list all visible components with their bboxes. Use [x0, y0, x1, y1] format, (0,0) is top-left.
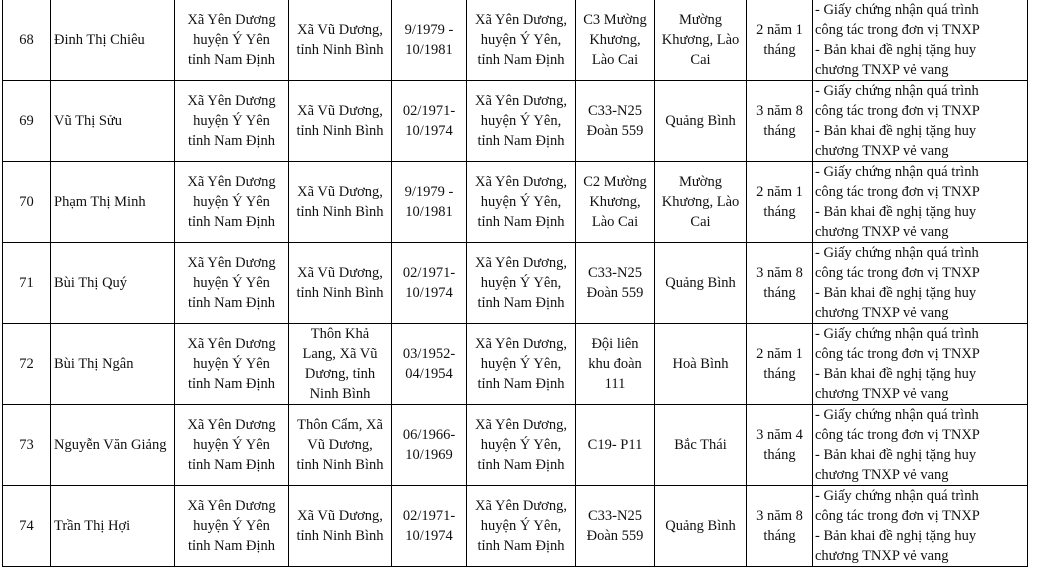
- enlistment-place-line: Xã Yên Dương,: [475, 336, 567, 352]
- documents-line: - Giấy chứng nhận quá trình: [815, 245, 979, 261]
- documents-line: chương TNXP vẻ vang: [815, 548, 949, 564]
- documents-line: - Bản khai đề nghị tặng huy: [815, 447, 977, 463]
- hometown-line: huyện Ý Yên: [193, 356, 270, 372]
- documents-line: công tác trong đơn vị TNXP: [815, 265, 980, 281]
- documents-line: - Giấy chứng nhận quá trình: [815, 2, 979, 18]
- service-duration-cell: [747, 0, 813, 81]
- documents-line: - Giấy chứng nhận quá trình: [815, 488, 979, 504]
- service-period-line: 10/1974: [405, 123, 453, 139]
- enlistment-place-cell: [467, 486, 576, 567]
- unit-cell: [576, 243, 655, 324]
- documents-line: - Giấy chứng nhận quá trình: [815, 326, 979, 342]
- enlistment-place-cell: [467, 405, 576, 486]
- residence-cell: [289, 81, 392, 162]
- enlistment-place-line: tỉnh Nam Định: [477, 295, 565, 311]
- table-row: [3, 162, 1028, 243]
- enlistment-place-line: Xã Yên Dương,: [475, 93, 567, 109]
- row-number-cell: 71: [3, 243, 51, 324]
- documents-line: - Giấy chứng nhận quá trình: [815, 83, 979, 99]
- unit-line: Khương,: [589, 32, 641, 48]
- residence-line: tỉnh Ninh Bình: [296, 42, 384, 58]
- service-location-line: Cai: [690, 52, 711, 68]
- documents-line: công tác trong đơn vị TNXP: [815, 22, 980, 38]
- hometown-line: huyện Ý Yên: [193, 518, 270, 534]
- enlistment-place-cell: [467, 81, 576, 162]
- hometown-line: tỉnh Nam Định: [188, 52, 275, 68]
- unit-line: Khương,: [589, 194, 641, 210]
- hometown-line: huyện Ý Yên: [193, 113, 270, 129]
- service-duration-line: 2 năm 1: [756, 22, 803, 38]
- hometown-line: Xã Yên Dương: [187, 498, 276, 514]
- service-duration-line: 3 năm 8: [756, 103, 803, 119]
- service-period-cell: [392, 162, 467, 243]
- service-location-line: Khương, Lào: [661, 194, 740, 210]
- service-duration-cell: [747, 405, 813, 486]
- table-row: [3, 0, 1028, 81]
- unit-line: Đoàn 559: [586, 528, 644, 544]
- enlistment-place-line: huyện Ý Yên,: [480, 194, 562, 210]
- hometown-line: huyện Ý Yên: [193, 437, 270, 453]
- residence-cell: [289, 0, 392, 81]
- enlistment-place-cell: [467, 243, 576, 324]
- residence-line: tỉnh Ninh Bình: [296, 123, 384, 139]
- service-location-cell: [655, 405, 747, 486]
- unit-line: Lào Cai: [591, 52, 639, 68]
- residence-cell: [289, 324, 392, 405]
- service-location-cell: [655, 81, 747, 162]
- enlistment-place-line: huyện Ý Yên,: [480, 113, 562, 129]
- residence-line: Xã Vũ Dương,: [297, 508, 383, 524]
- unit-line: C33-N25: [588, 265, 642, 281]
- residence-line: Ninh Bình: [309, 386, 371, 402]
- enlistment-place-cell: [467, 162, 576, 243]
- service-duration-line: 2 năm 1: [756, 184, 803, 200]
- service-location-line: Quảng Bình: [665, 275, 736, 291]
- enlistment-place-cell: [467, 324, 576, 405]
- unit-line: khu đoàn: [588, 356, 642, 372]
- row-number-cell: 73: [3, 405, 51, 486]
- service-duration-cell: [747, 162, 813, 243]
- residence-line: Xã Vũ Dương,: [297, 103, 383, 119]
- hometown-line: Xã Yên Dương: [187, 174, 276, 190]
- hometown-line: tỉnh Nam Định: [188, 457, 275, 473]
- enlistment-place-cell: [467, 0, 576, 81]
- residence-line: tỉnh Ninh Bình: [296, 204, 384, 220]
- service-duration-line: 3 năm 8: [756, 265, 803, 281]
- enlistment-place-line: Xã Yên Dương,: [475, 498, 567, 514]
- unit-cell: [576, 0, 655, 81]
- service-duration-cell: [747, 486, 813, 567]
- service-period-cell: [392, 0, 467, 81]
- service-location-line: Mường: [679, 12, 722, 28]
- row-number-cell: 72: [3, 324, 51, 405]
- row-number-cell: 70: [3, 162, 51, 243]
- table-row: [3, 243, 1028, 324]
- service-period-line: 02/1971-: [402, 103, 456, 119]
- full-name-cell: Nguyễn Văn Giảng: [51, 405, 175, 486]
- hometown-line: tỉnh Nam Định: [188, 295, 275, 311]
- hometown-cell: [175, 162, 289, 243]
- enlistment-place-line: huyện Ý Yên,: [480, 356, 562, 372]
- service-duration-line: tháng: [763, 285, 796, 301]
- service-duration-cell: [747, 243, 813, 324]
- residence-line: Xã Vũ Dương,: [297, 184, 383, 200]
- unit-line: Đoàn 559: [586, 123, 644, 139]
- hometown-line: tỉnh Nam Định: [188, 376, 275, 392]
- service-duration-line: tháng: [763, 447, 796, 463]
- service-duration-line: 3 năm 8: [756, 508, 803, 524]
- row-number-cell: 74: [3, 486, 51, 567]
- service-duration-line: tháng: [763, 42, 796, 58]
- service-duration-line: 3 năm 4: [756, 427, 803, 443]
- enlistment-place-line: huyện Ý Yên,: [480, 518, 562, 534]
- unit-line: 111: [604, 376, 626, 392]
- residence-line: tỉnh Ninh Bình: [296, 528, 384, 544]
- documents-line: chương TNXP vẻ vang: [815, 386, 949, 402]
- hometown-line: Xã Yên Dương: [187, 93, 276, 109]
- unit-line: C3 Mường: [583, 12, 647, 28]
- service-period-line: 9/1979 -: [404, 22, 454, 38]
- unit-line: C33-N25: [588, 103, 642, 119]
- enlistment-place-line: Xã Yên Dương,: [475, 174, 567, 190]
- documents-line: chương TNXP vẻ vang: [815, 467, 949, 483]
- service-duration-line: tháng: [763, 204, 796, 220]
- residence-line: tỉnh Ninh Bình: [296, 457, 384, 473]
- documents-cell: [813, 81, 1028, 162]
- table-row: [3, 81, 1028, 162]
- residence-cell: [289, 243, 392, 324]
- service-duration-line: 2 năm 1: [756, 346, 803, 362]
- service-location-cell: [655, 243, 747, 324]
- documents-line: - Giấy chứng nhận quá trình: [815, 164, 979, 180]
- hometown-line: tỉnh Nam Định: [188, 538, 275, 554]
- residence-line: Thôn Khả: [310, 326, 370, 342]
- residence-line: Thôn Cẩm, Xã: [297, 417, 383, 433]
- enlistment-place-line: tỉnh Nam Định: [477, 538, 565, 554]
- unit-line: Lào Cai: [591, 214, 639, 230]
- service-location-cell: [655, 162, 747, 243]
- service-location-line: Bắc Thái: [674, 437, 727, 453]
- full-name-cell: Trần Thị Hợi: [51, 486, 175, 567]
- residence-line: Vũ Dương,: [307, 437, 373, 453]
- documents-cell: [813, 243, 1028, 324]
- documents-cell: [813, 0, 1028, 81]
- service-location-cell: [655, 0, 747, 81]
- residence-cell: [289, 486, 392, 567]
- enlistment-place-line: tỉnh Nam Định: [477, 457, 565, 473]
- enlistment-place-line: tỉnh Nam Định: [477, 133, 565, 149]
- enlistment-place-line: tỉnh Nam Định: [477, 214, 565, 230]
- documents-line: công tác trong đơn vị TNXP: [815, 184, 980, 200]
- full-name-cell: Vũ Thị Sửu: [51, 81, 175, 162]
- enlistment-place-line: huyện Ý Yên,: [480, 32, 562, 48]
- hometown-cell: [175, 324, 289, 405]
- documents-cell: [813, 162, 1028, 243]
- service-period-line: 10/1981: [405, 204, 453, 220]
- documents-line: công tác trong đơn vị TNXP: [815, 508, 980, 524]
- documents-cell: [813, 405, 1028, 486]
- documents-line: - Bản khai đề nghị tặng huy: [815, 204, 977, 220]
- full-name-cell: Phạm Thị Minh: [51, 162, 175, 243]
- full-name-cell: Đinh Thị Chiêu: [51, 0, 175, 81]
- documents-line: chương TNXP vẻ vang: [815, 143, 949, 159]
- service-duration-cell: [747, 81, 813, 162]
- records-table-body: [3, 0, 1028, 567]
- residence-line: Dương, tỉnh: [304, 366, 376, 382]
- service-location-line: Quảng Bình: [665, 518, 736, 534]
- hometown-line: Xã Yên Dương: [187, 417, 276, 433]
- unit-cell: [576, 486, 655, 567]
- table-row: [3, 324, 1028, 405]
- table-row: [3, 405, 1028, 486]
- service-period-cell: [392, 243, 467, 324]
- service-period-line: 06/1966-: [402, 427, 456, 443]
- documents-line: - Bản khai đề nghị tặng huy: [815, 123, 977, 139]
- documents-line: công tác trong đơn vị TNXP: [815, 346, 980, 362]
- enlistment-place-line: Xã Yên Dương,: [475, 255, 567, 271]
- service-period-line: 10/1969: [405, 447, 453, 463]
- records-table: [2, 0, 1028, 567]
- residence-line: Xã Vũ Dương,: [297, 22, 383, 38]
- documents-line: - Bản khai đề nghị tặng huy: [815, 285, 977, 301]
- unit-cell: [576, 81, 655, 162]
- unit-cell: [576, 405, 655, 486]
- service-period-line: 10/1974: [405, 528, 453, 544]
- hometown-line: tỉnh Nam Định: [188, 133, 275, 149]
- table-row: [3, 486, 1028, 567]
- service-location-line: Quảng Bình: [665, 113, 736, 129]
- documents-line: - Bản khai đề nghị tặng huy: [815, 42, 977, 58]
- unit-cell: [576, 162, 655, 243]
- hometown-line: Xã Yên Dương: [187, 336, 276, 352]
- row-number-cell: 69: [3, 81, 51, 162]
- enlistment-place-line: huyện Ý Yên,: [480, 275, 562, 291]
- service-period-line: 03/1952-: [402, 346, 456, 362]
- service-period-cell: [392, 324, 467, 405]
- hometown-cell: [175, 81, 289, 162]
- hometown-line: huyện Ý Yên: [193, 32, 270, 48]
- hometown-cell: [175, 486, 289, 567]
- unit-line: Đội liên: [591, 336, 639, 352]
- unit-line: C19- P11: [587, 437, 643, 453]
- service-location-line: Khương, Lào: [661, 32, 740, 48]
- service-location-line: Cai: [690, 214, 711, 230]
- service-period-line: 10/1974: [405, 285, 453, 301]
- hometown-line: Xã Yên Dương: [187, 255, 276, 271]
- residence-line: Xã Vũ Dương,: [297, 265, 383, 281]
- service-period-line: 10/1981: [405, 42, 453, 58]
- service-duration-line: tháng: [763, 123, 796, 139]
- full-name-cell: Bùi Thị Ngân: [51, 324, 175, 405]
- enlistment-place-line: huyện Ý Yên,: [480, 437, 562, 453]
- enlistment-place-line: tỉnh Nam Định: [477, 376, 565, 392]
- service-location-line: Mường: [679, 174, 722, 190]
- documents-line: - Bản khai đề nghị tặng huy: [815, 366, 977, 382]
- enlistment-place-line: Xã Yên Dương,: [475, 417, 567, 433]
- documents-line: chương TNXP vẻ vang: [815, 62, 949, 78]
- service-period-cell: [392, 486, 467, 567]
- service-period-line: 02/1971-: [402, 508, 456, 524]
- service-period-line: 04/1954: [405, 366, 453, 382]
- hometown-line: tỉnh Nam Định: [188, 214, 275, 230]
- residence-line: tỉnh Ninh Bình: [296, 285, 384, 301]
- service-duration-line: tháng: [763, 528, 796, 544]
- residence-line: Lang, Xã Vũ: [302, 346, 378, 362]
- residence-cell: [289, 405, 392, 486]
- hometown-cell: [175, 243, 289, 324]
- documents-line: - Bản khai đề nghị tặng huy: [815, 528, 977, 544]
- hometown-cell: [175, 0, 289, 81]
- hometown-line: huyện Ý Yên: [193, 194, 270, 210]
- service-period-cell: [392, 81, 467, 162]
- hometown-cell: [175, 405, 289, 486]
- hometown-line: huyện Ý Yên: [193, 275, 270, 291]
- hometown-line: Xã Yên Dương: [187, 12, 276, 28]
- documents-line: - Giấy chứng nhận quá trình: [815, 407, 979, 423]
- enlistment-place-line: tỉnh Nam Định: [477, 52, 565, 68]
- service-duration-cell: [747, 324, 813, 405]
- service-period-cell: [392, 405, 467, 486]
- documents-line: chương TNXP vẻ vang: [815, 224, 949, 240]
- unit-line: C33-N25: [588, 508, 642, 524]
- row-number-cell: 68: [3, 0, 51, 81]
- unit-cell: [576, 324, 655, 405]
- service-duration-line: tháng: [763, 366, 796, 382]
- documents-cell: [813, 324, 1028, 405]
- service-location-cell: [655, 324, 747, 405]
- documents-cell: [813, 486, 1028, 567]
- service-period-line: 02/1971-: [402, 265, 456, 281]
- documents-line: công tác trong đơn vị TNXP: [815, 103, 980, 119]
- full-name-cell: Bùi Thị Quý: [51, 243, 175, 324]
- service-period-line: 9/1979 -: [404, 184, 454, 200]
- unit-line: C2 Mường: [583, 174, 647, 190]
- service-location-line: Hoà Bình: [672, 356, 729, 372]
- enlistment-place-line: Xã Yên Dương,: [475, 12, 567, 28]
- unit-line: Đoàn 559: [586, 285, 644, 301]
- residence-cell: [289, 162, 392, 243]
- service-location-cell: [655, 486, 747, 567]
- documents-line: chương TNXP vẻ vang: [815, 305, 949, 321]
- documents-line: công tác trong đơn vị TNXP: [815, 427, 980, 443]
